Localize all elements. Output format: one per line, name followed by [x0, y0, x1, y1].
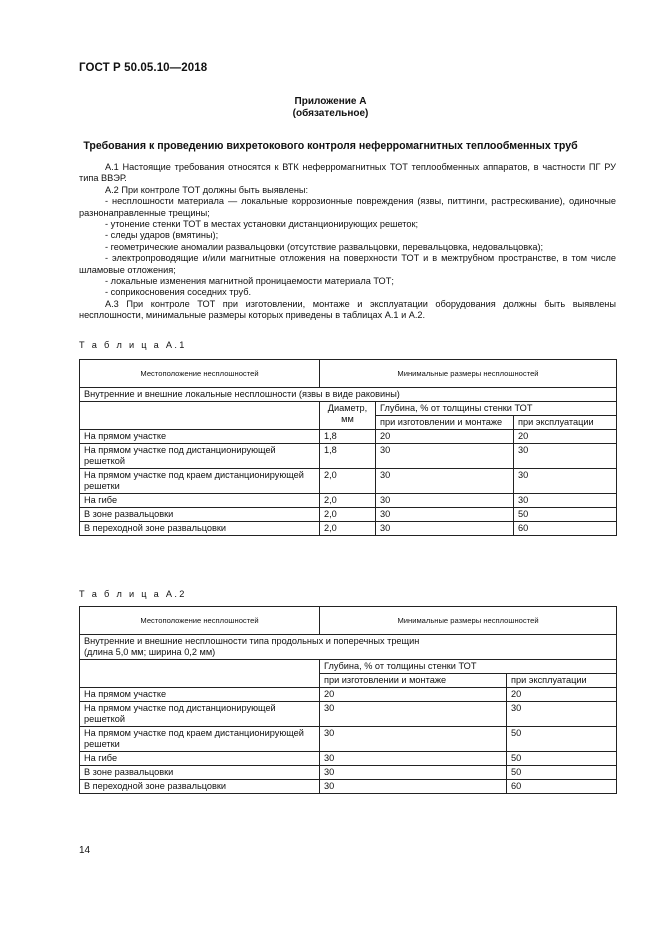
- group-label-line: Внутренние и внешние несплошности типа продольных и поперечных трещин: [84, 636, 420, 646]
- group-label: Внутренние и внешние локальные несплошности (язвы в виде раковины): [80, 388, 617, 402]
- cell-diameter: 2,0: [320, 469, 376, 494]
- cell-location: В зоне развальцовки: [80, 508, 320, 522]
- header-min-sizes: Минимальные размеры несплошностей: [320, 360, 617, 388]
- body-text: [79, 162, 616, 322]
- table-row: [80, 752, 617, 766]
- cell-operation: 30: [507, 702, 617, 727]
- cell-location: На прямом участке под краем дистанционирующей решетки: [80, 469, 320, 494]
- cell-manufacture: 20: [320, 688, 507, 702]
- header-depth: Глубина, % от толщины стенки ТОТ: [376, 402, 617, 416]
- cell-operation: 30: [514, 494, 617, 508]
- cell-manufacture: 20: [376, 430, 514, 444]
- cell-diameter: 2,0: [320, 508, 376, 522]
- header-location: Местоположение несплошностей: [80, 607, 320, 635]
- header-operation: при эксплуатации: [514, 416, 617, 430]
- table2-caption: Т а б л и ц а А.2: [79, 589, 187, 599]
- cell-location: На прямом участке под дистанционирующей решеткой: [80, 702, 320, 727]
- table-row: [80, 508, 617, 522]
- table-a2: [79, 606, 617, 794]
- header-location: Местоположение несплошностей: [80, 360, 320, 388]
- list-item: - следы ударов (вмятины);: [105, 230, 219, 241]
- table-row: [80, 766, 617, 780]
- cell-manufacture: 30: [376, 508, 514, 522]
- header-manufacture: при изготовлении и монтаже: [376, 416, 514, 430]
- cell-operation: 30: [514, 444, 617, 469]
- group-label: [80, 635, 617, 660]
- table-subheader-row: [80, 402, 617, 416]
- table-row: [80, 469, 617, 494]
- cell-location: В переходной зоне развальцовки: [80, 522, 320, 536]
- paragraph-a1: А.1 Настоящие требования относятся к ВТК неферромагнитных ТОТ теплообменных аппаратов, в частности ПГ РУ типа ВВЭР.: [79, 162, 616, 184]
- header-depth: Глубина, % от толщины стенки ТОТ: [320, 660, 617, 674]
- list-item: - утонение стенки ТОТ в местах установки дистанционирующих решеток;: [105, 219, 419, 230]
- list-item: - геометрические аномалии развальцовки (отсутствие развальцовки, перевальцовка, недовальцовка);: [105, 241, 544, 252]
- cell-operation: 50: [507, 727, 617, 752]
- cell-manufacture: 30: [376, 494, 514, 508]
- cell-operation: 60: [514, 522, 617, 536]
- table-a1: [79, 359, 617, 536]
- cell-operation: 20: [507, 688, 617, 702]
- table1-caption: Т а б л и ц а А.1: [79, 340, 187, 350]
- header-diameter: Диаметр, мм: [320, 402, 376, 430]
- table-row: [80, 494, 617, 508]
- cell-diameter: 2,0: [320, 494, 376, 508]
- cell-manufacture: 30: [320, 752, 507, 766]
- table-group-row: [80, 388, 617, 402]
- header-operation: при эксплуатации: [507, 674, 617, 688]
- table-row: [80, 522, 617, 536]
- cell-manufacture: 30: [376, 469, 514, 494]
- table-header-row: [80, 360, 617, 388]
- cell-location: На прямом участке: [80, 688, 320, 702]
- document-header: ГОСТ Р 50.05.10—2018: [79, 62, 208, 74]
- cell-diameter: 2,0: [320, 522, 376, 536]
- header-manufacture: при изготовлении и монтаже: [320, 674, 507, 688]
- cell-manufacture: 30: [376, 522, 514, 536]
- cell-diameter: 1,8: [320, 444, 376, 469]
- table-row: [80, 430, 617, 444]
- cell-location: На гибе: [80, 494, 320, 508]
- cell-location: В переходной зоне развальцовки: [80, 780, 320, 794]
- table-subheader-row: [80, 660, 617, 674]
- cell-operation: 30: [514, 469, 617, 494]
- cell-manufacture: 30: [320, 766, 507, 780]
- cell-diameter: 1,8: [320, 430, 376, 444]
- section-title: Требования к проведению вихретокового контроля неферромагнитных теплообменных труб: [83, 140, 578, 152]
- table-row: [80, 702, 617, 727]
- header-min-sizes: Минимальные размеры несплошностей: [320, 607, 617, 635]
- page-number: 14: [79, 845, 91, 856]
- cell-location: На прямом участке под дистанционирующей решеткой: [80, 444, 320, 469]
- list-item: - электропроводящие и/или магнитные отложения на поверхности ТОТ и в межтрубном пространстве, в том числе шламовые отложения;: [79, 253, 616, 275]
- list-item: - соприкосновения соседних труб.: [105, 287, 252, 298]
- group-label-line: (длина 5,0 мм; ширина 0,2 мм): [84, 647, 216, 657]
- list-item: - локальные изменения магнитной проницаемости материала ТОТ;: [105, 276, 394, 287]
- table-row: [80, 780, 617, 794]
- table-header-row: [80, 607, 617, 635]
- table-row: [80, 688, 617, 702]
- cell-location: На гибе: [80, 752, 320, 766]
- paragraph-a3: А.3 При контроле ТОТ при изготовлении, монтаже и эксплуатации оборудования должны быть выявлены несплошности, минимальные размеры которых приведены в таблицах А.1 и А.2.: [79, 298, 616, 321]
- appendix-title: Приложение А: [294, 96, 367, 107]
- cell-location: На прямом участке: [80, 430, 320, 444]
- empty-cell: [80, 402, 320, 430]
- paragraph-a2: А.2 При контроле ТОТ должны быть выявлены:: [105, 184, 309, 195]
- cell-operation: 50: [514, 508, 617, 522]
- cell-operation: 20: [514, 430, 617, 444]
- cell-operation: 50: [507, 752, 617, 766]
- cell-manufacture: 30: [376, 444, 514, 469]
- appendix-status: (обязательное): [292, 108, 369, 119]
- cell-operation: 50: [507, 766, 617, 780]
- cell-manufacture: 30: [320, 702, 507, 727]
- cell-location: В зоне развальцовки: [80, 766, 320, 780]
- table-row: [80, 444, 617, 469]
- empty-cell: [80, 660, 320, 688]
- cell-location: На прямом участке под краем дистанционирующей решетки: [80, 727, 320, 752]
- table-row: [80, 727, 617, 752]
- list-item: - несплошности материала — локальные коррозионные повреждения (язвы, питтинги, растрескивание), одиночные разнонаправленные трещины;: [79, 196, 616, 218]
- cell-operation: 60: [507, 780, 617, 794]
- cell-manufacture: 30: [320, 727, 507, 752]
- cell-manufacture: 30: [320, 780, 507, 794]
- table-group-row: [80, 635, 617, 660]
